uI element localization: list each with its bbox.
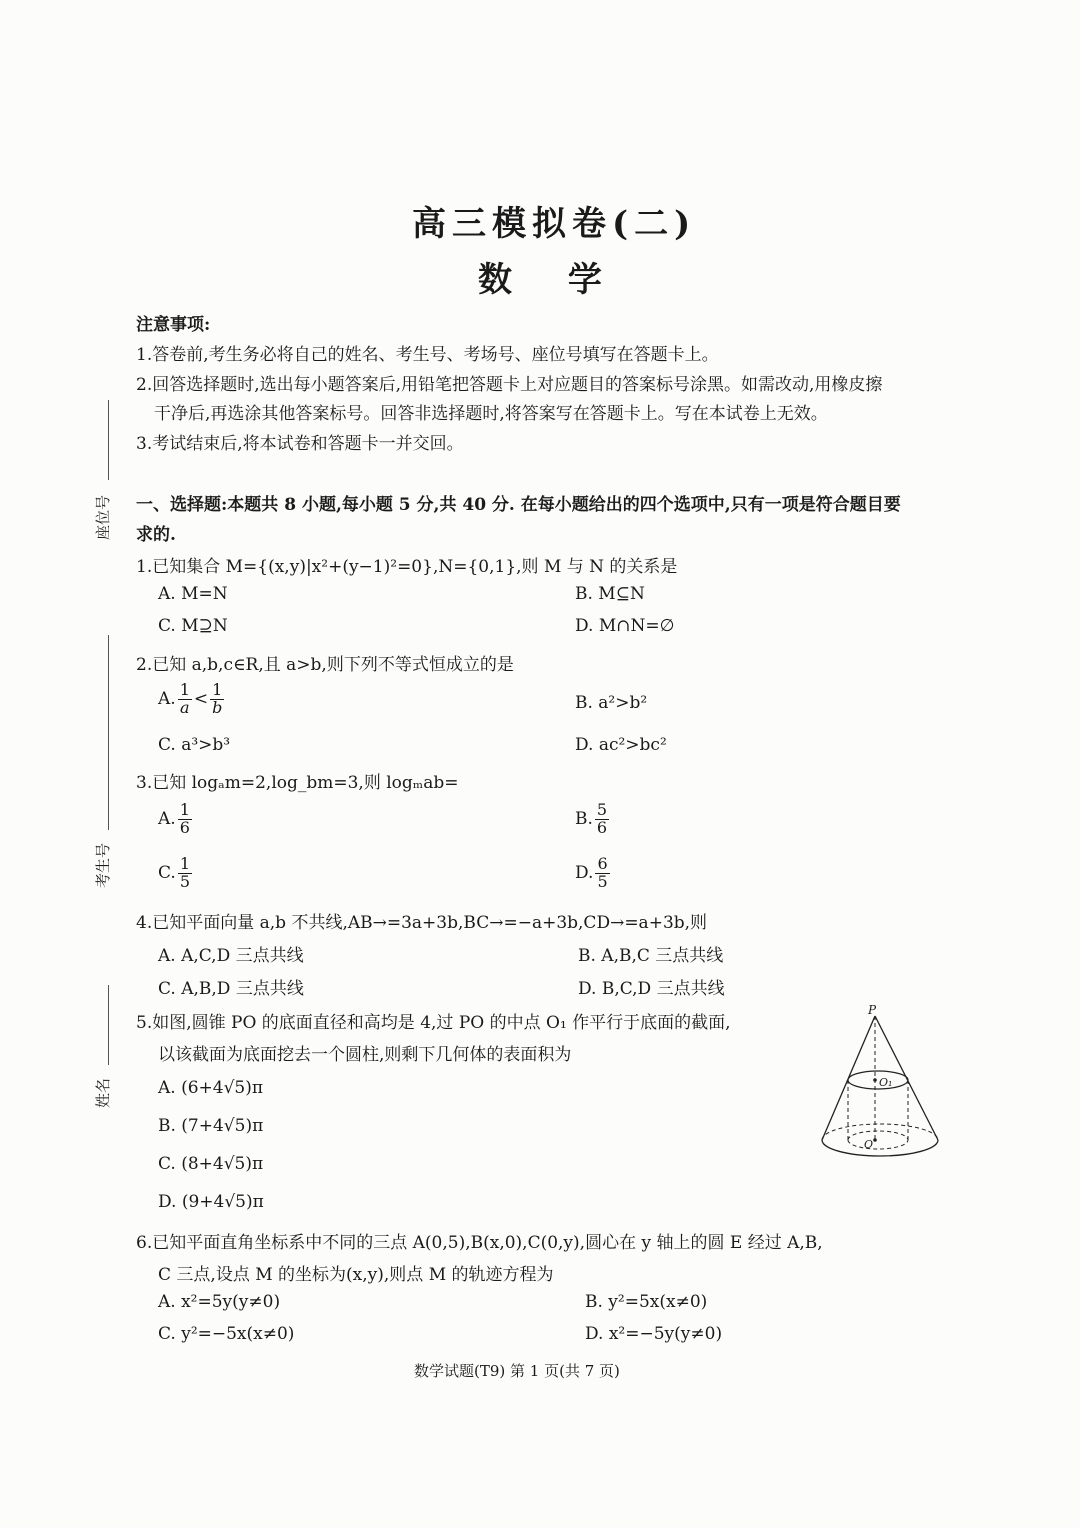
label-o1: O₁ <box>879 1076 893 1089</box>
cone-cylinder-figure <box>812 1000 952 1170</box>
exam-title: 高三模拟卷(二) <box>412 204 697 244</box>
q3-stem: 3.已知 logₐm=2,log_bm=3,则 logₘab= <box>136 773 459 793</box>
cone-base-back <box>822 1124 938 1140</box>
notice-item-2: 2.回答选择题时,选出每小题答案后,用铅笔把答题卡上对应题目的答案标号涂黑。如需改动,用橡皮擦 <box>136 375 883 395</box>
q3-option-d-fraction <box>595 856 609 891</box>
exam-number-label: 考生号 <box>94 842 112 888</box>
q4-option-b: B. A,B,C 三点共线 <box>578 946 724 966</box>
notice-heading: 注意事项: <box>136 315 211 335</box>
q2-fraction-2 <box>210 682 224 717</box>
q2-option-b: B. a²>b² <box>575 693 648 713</box>
name-label: 姓名 <box>94 1077 112 1108</box>
cone-base-front <box>822 1140 938 1156</box>
page-footer: 数学试题(T9) 第 1 页(共 7 页) <box>414 1362 620 1380</box>
fraction-denominator: a <box>180 697 190 717</box>
q5-option-a: A. (6+4√5)π <box>158 1078 264 1098</box>
q2-option-d: D. ac²>bc² <box>575 735 667 755</box>
q6-stem-line1: 6.已知平面直角坐标系中不同的三点 A(0,5),B(x,0),C(0,y),圆心在 y 轴上的圆 E 经过 A,B, <box>136 1233 823 1253</box>
notice-item-2-cont: 干净后,再选涂其他答案标号。回答非选择题时,将答案写在答题卡上。写在本试卷上无效。 <box>154 404 828 424</box>
q6-option-d: D. x²=−5y(y≠0) <box>585 1324 723 1344</box>
q3-option-c-fraction <box>178 856 192 891</box>
q3-option-b <box>575 802 611 837</box>
seat-label: 座位号 <box>94 494 112 540</box>
q3-option-d-prefix: D. <box>575 863 594 884</box>
q6-stem-line2: C 三点,设点 M 的坐标为(x,y),则点 M 的轨迹方程为 <box>158 1265 554 1285</box>
point-o1 <box>873 1078 877 1082</box>
section-heading-line1: 一、选择题:本题共 8 小题,每小题 5 分,共 40 分. 在每小题给出的四个选项中,只有一项是符合题目要 <box>136 495 901 515</box>
q2-stem: 2.已知 a,b,c∈R,且 a>b,则下列不等式恒成立的是 <box>136 655 514 675</box>
q6-option-a: A. x²=5y(y≠0) <box>158 1292 281 1312</box>
point-o <box>873 1138 877 1142</box>
q4-option-d: D. B,C,D 三点共线 <box>578 979 725 999</box>
q3-option-b-prefix: B. <box>575 809 593 830</box>
q3-option-a-prefix: A. <box>158 809 176 830</box>
q3-option-c-prefix: C. <box>158 863 176 884</box>
q5-option-d: D. (9+4√5)π <box>158 1192 264 1212</box>
fraction-denominator: 6 <box>596 817 608 837</box>
cylinder-bottom-back <box>848 1131 908 1140</box>
fraction-numerator: 5 <box>596 800 608 819</box>
q1-option-c: C. M⊇N <box>158 616 228 636</box>
q5-option-c: C. (8+4√5)π <box>158 1154 264 1174</box>
binding-line-exam-no <box>108 635 109 830</box>
q1-option-a: A. M=N <box>158 584 228 604</box>
q6-option-c: C. y²=−5x(x≠0) <box>158 1324 295 1344</box>
fraction-denominator: 6 <box>179 817 190 837</box>
q3-option-b-fraction <box>595 802 609 837</box>
notice-item-3: 3.考试结束后,将本试卷和答题卡一并交回。 <box>136 434 464 454</box>
q1-option-b: B. M⊆N <box>575 584 645 604</box>
fraction-denominator: b <box>212 697 223 717</box>
q4-option-a: A. A,C,D 三点共线 <box>158 946 304 966</box>
cylinder-bottom-front <box>848 1140 908 1149</box>
q4-option-c: C. A,B,D 三点共线 <box>158 979 304 999</box>
fraction-denominator: 5 <box>179 871 190 891</box>
section-heading-line2: 求的. <box>136 525 176 545</box>
fraction-numerator: 1 <box>179 680 190 699</box>
binding-line-name <box>108 985 109 1065</box>
q5-stem-line1: 5.如图,圆锥 PO 的底面直径和高均是 4,过 PO 的中点 O₁ 作平行于底面的截面, <box>136 1013 731 1033</box>
q1-option-d: D. M∩N=∅ <box>575 616 675 636</box>
q2-fraction-1 <box>178 682 192 717</box>
q2-option-a <box>158 682 226 717</box>
q1-stem: 1.已知集合 M={(x,y)|x²+(y−1)²=0},N={0,1},则 M 与 N 的关系是 <box>136 557 678 577</box>
q5-stem-line2: 以该截面为底面挖去一个圆柱,则剩下几何体的表面积为 <box>158 1045 572 1065</box>
fraction-numerator: 1 <box>212 680 223 699</box>
q3-option-d <box>575 856 612 891</box>
q4-stem: 4.已知平面向量 a,b 不共线,AB→=3a+3b,BC→=−a+3b,CD→=a+3b,则 <box>136 913 708 933</box>
q3-option-a <box>158 802 194 837</box>
q3-option-c <box>158 856 194 891</box>
subject-title: 数 学 <box>478 260 624 300</box>
cylinder-top <box>848 1071 908 1089</box>
notice-item-1: 1.答卷前,考生务必将自己的姓名、考生号、考场号、座位号填写在答题卡上。 <box>136 345 719 365</box>
q2-option-a-prefix: A. <box>158 689 176 710</box>
binding-line-seat <box>108 400 109 480</box>
q3-option-a-fraction <box>178 802 192 837</box>
fraction-numerator: 6 <box>597 854 608 873</box>
fraction-numerator: 1 <box>179 800 190 819</box>
q5-option-b: B. (7+4√5)π <box>158 1116 264 1136</box>
q2-less-than: < <box>193 689 209 710</box>
q2-option-c: C. a³>b³ <box>158 735 231 755</box>
q6-option-b: B. y²=5x(x≠0) <box>585 1292 708 1312</box>
fraction-denominator: 5 <box>597 871 608 891</box>
label-p: P <box>868 1003 877 1017</box>
label-o: O <box>864 1138 874 1151</box>
fraction-numerator: 1 <box>179 854 190 873</box>
